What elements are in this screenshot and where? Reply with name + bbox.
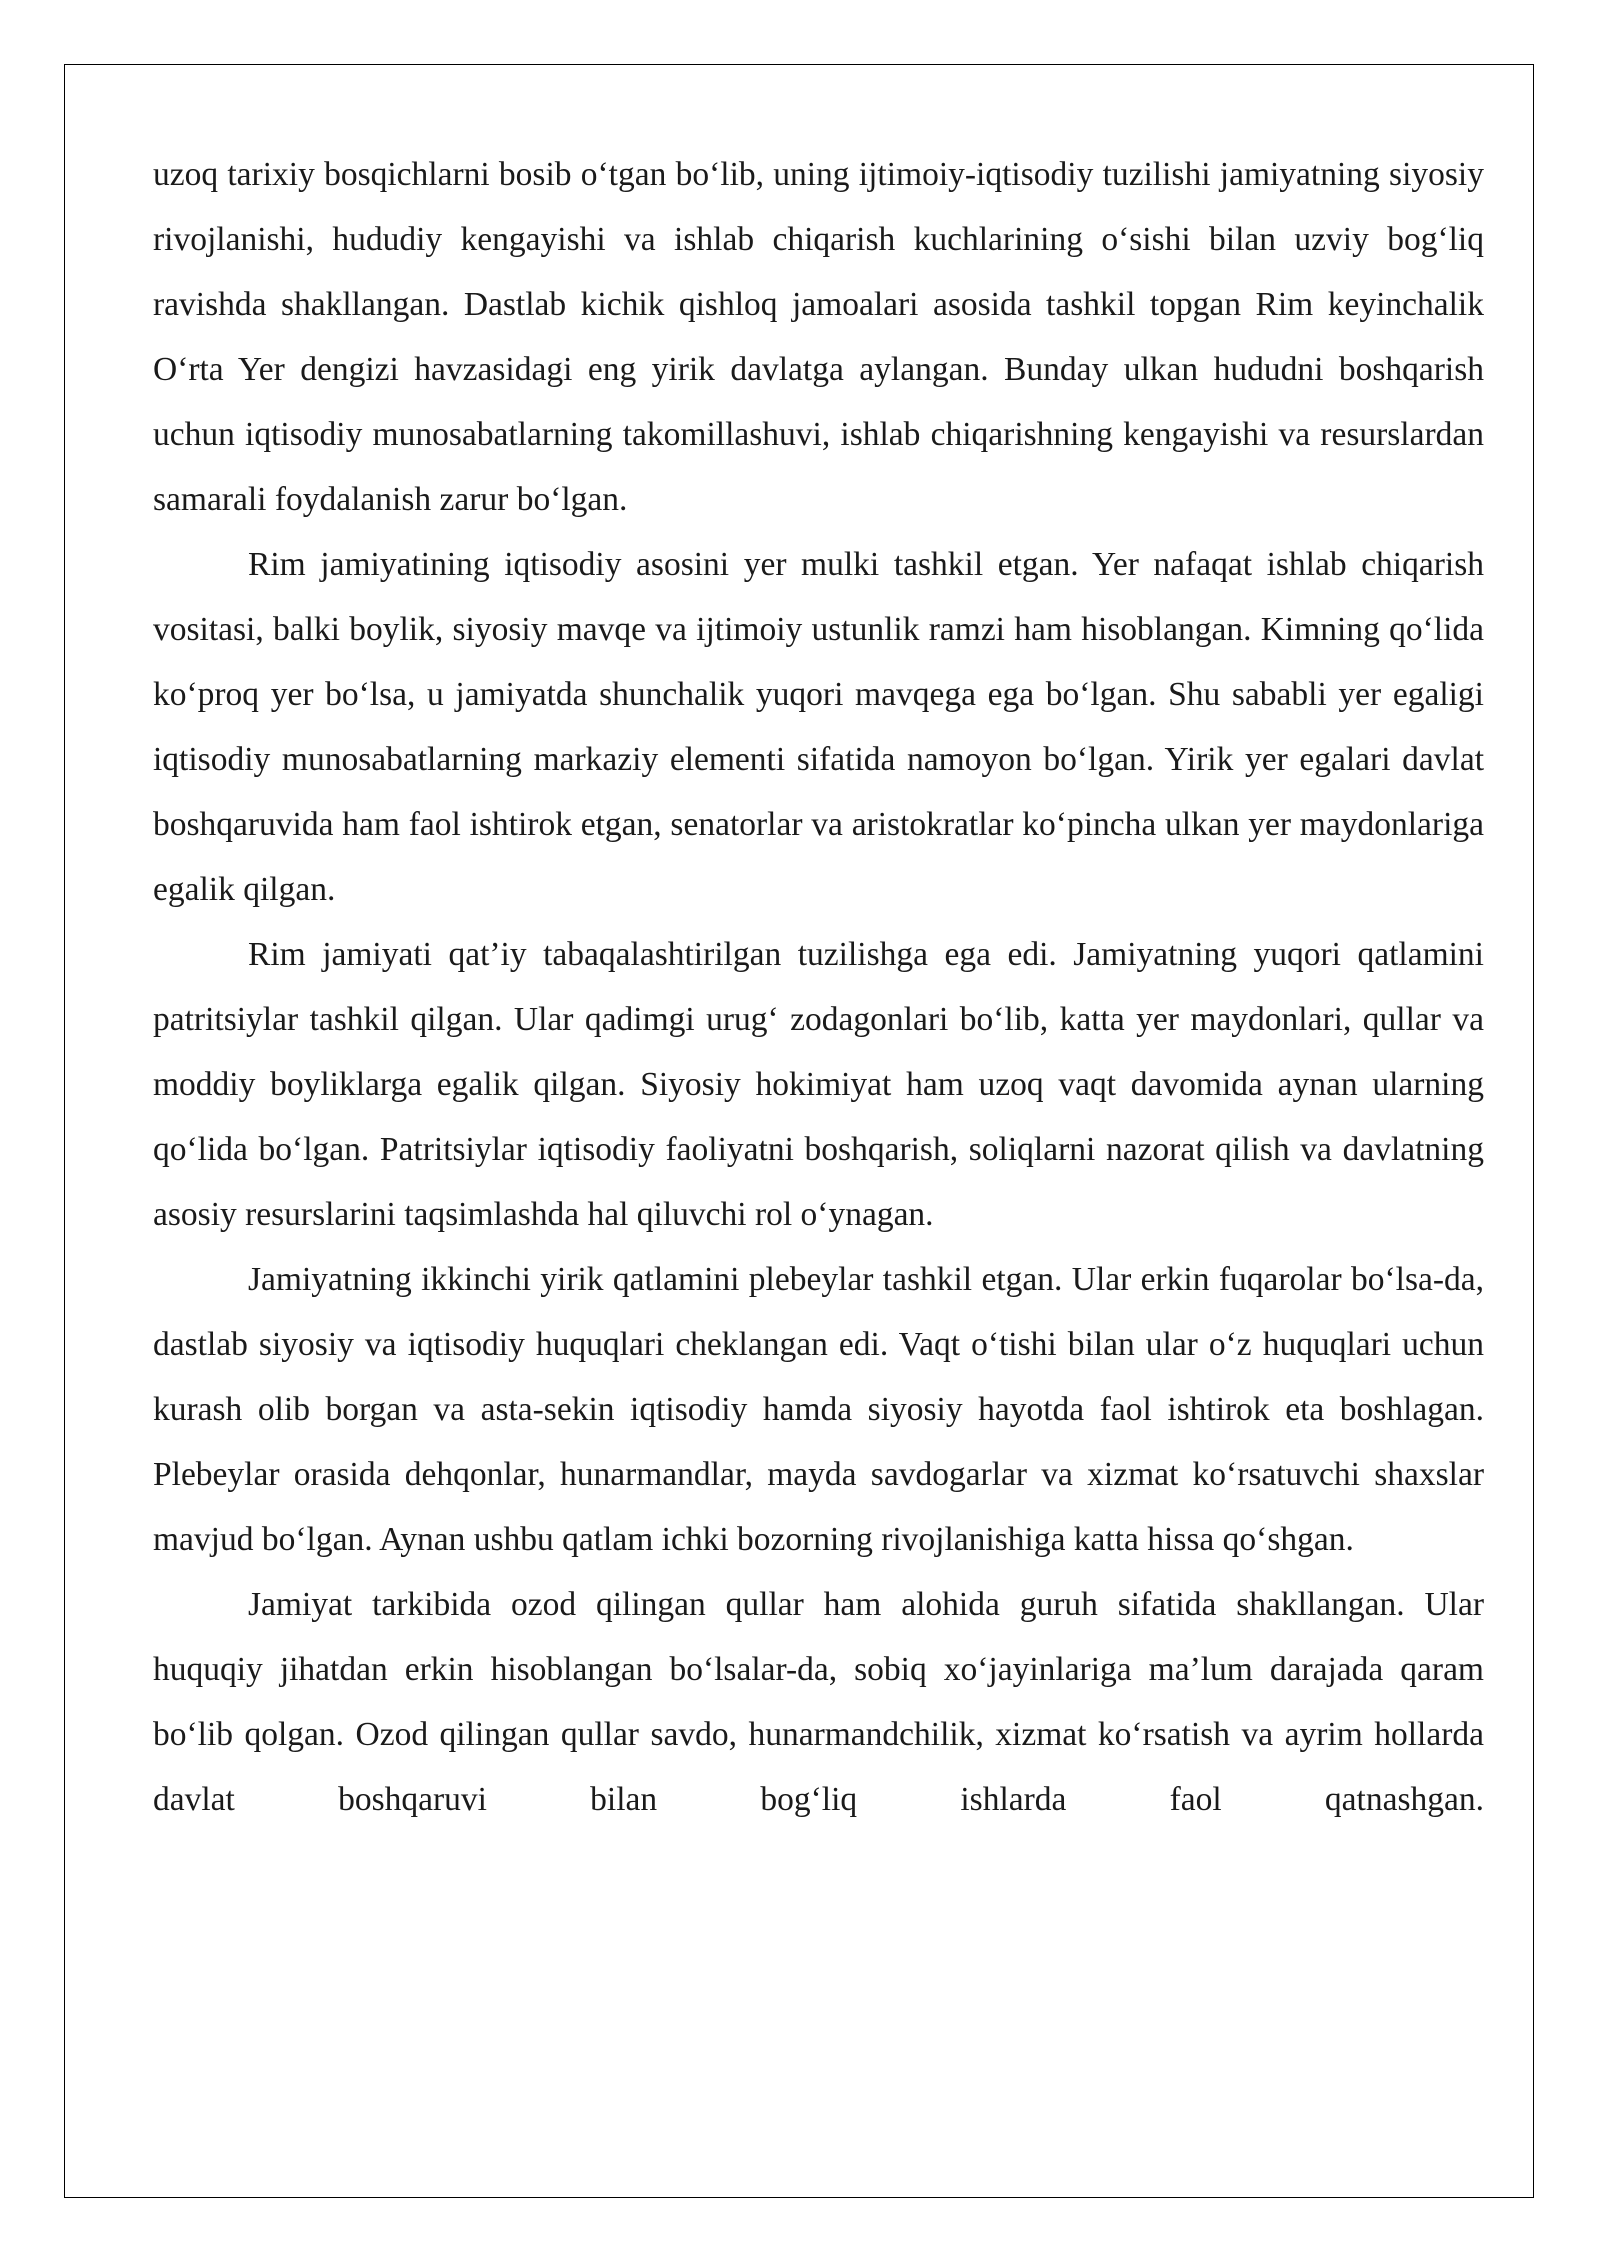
paragraph-3: Rim jamiyati qat’iy tabaqalashtirilgan tuzilishga ega edi. Jamiyatning yuqori qatlamini patritsiylar tashkil qilgan. Ular qadimgi urug‘ zodagonlari bo‘lib, katta yer maydonlari, qullar va moddiy boyliklarga egalik qilgan. Siyosiy hokimiyat ham uzoq vaqt davomida aynan ularning qo‘lida bo‘lgan. Patritsiylar iqtisodiy faoliyatni boshqarish, soliqlarni nazorat qilish va davlatning asosiy resurslarini taqsimlashda hal qiluvchi rol o‘ynagan. <box>153 936 1484 1233</box>
paragraph-2: Rim jamiyatining iqtisodiy asosini yer mulki tashkil etgan. Yer nafaqat ishlab chiqarish vositasi, balki boylik, siyosiy mavqe va ijtimoiy ustunlik ramzi ham hisoblangan. Kimning qo‘lida ko‘proq yer bo‘lsa, u jamiyatda shunchalik yuqori mavqega ega bo‘lgan. Shu sababli yer egaligi iqtisodiy munosabatlarning markaziy elementi sifatida namoyon bo‘lgan. Yirik yer egalari davlat boshqaruvida ham faol ishtirok etgan, senatorlar va aristokratlar ko‘pincha ulkan yer maydonlariga egalik qilgan. <box>153 546 1484 908</box>
document-body <box>153 142 1484 1832</box>
paragraph-4: Jamiyatning ikkinchi yirik qatlamini plebeylar tashkil etgan. Ular erkin fuqarolar bo‘lsa-da, dastlab siyosiy va iqtisodiy huquqlari cheklangan edi. Vaqt o‘tishi bilan ular o‘z huquqlari uchun kurash olib borgan va asta-sekin iqtisodiy hamda siyosiy hayotda faol ishtirok eta boshlagan. Plebeylar orasida dehqonlar, hunarmandlar, mayda savdogarlar va xizmat ko‘rsatuvchi shaxslar mavjud bo‘lgan. Aynan ushbu qatlam ichki bozorning rivojlanishiga katta hissa qo‘shgan. <box>153 1261 1484 1558</box>
paragraph-5: Jamiyat tarkibida ozod qilingan qullar ham alohida guruh sifatida shakllangan. Ular huquqiy jihatdan erkin hisoblangan bo‘lsalar-da, sobiq xo‘jayinlariga ma’lum darajada qaram bo‘lib qolgan. Ozod qilingan qullar savdo, hunarmandchilik, xizmat ko‘rsatish va ayrim hollarda davlat boshqaruvi bilan bog‘liq ishlarda faol qatnashgan. <box>153 1586 1484 1818</box>
paragraph-1: uzoq tarixiy bosqichlarni bosib o‘tgan bo‘lib, uning ijtimoiy-iqtisodiy tuzilishi jamiyatning siyosiy rivojlanishi, hududiy kengayishi va ishlab chiqarish kuchlarining o‘sishi bilan uzviy bog‘liq ravishda shakllangan. Dastlab kichik qishloq jamoalari asosida tashkil topgan Rim keyinchalik O‘rta Yer dengizi havzasidagi eng yirik davlatga aylangan. Bunday ulkan hududni boshqarish uchun iqtisodiy munosabatlarning takomillashuvi, ishlab chiqarishning kengayishi va resurslardan samarali foydalanish zarur bo‘lgan. <box>153 156 1484 518</box>
